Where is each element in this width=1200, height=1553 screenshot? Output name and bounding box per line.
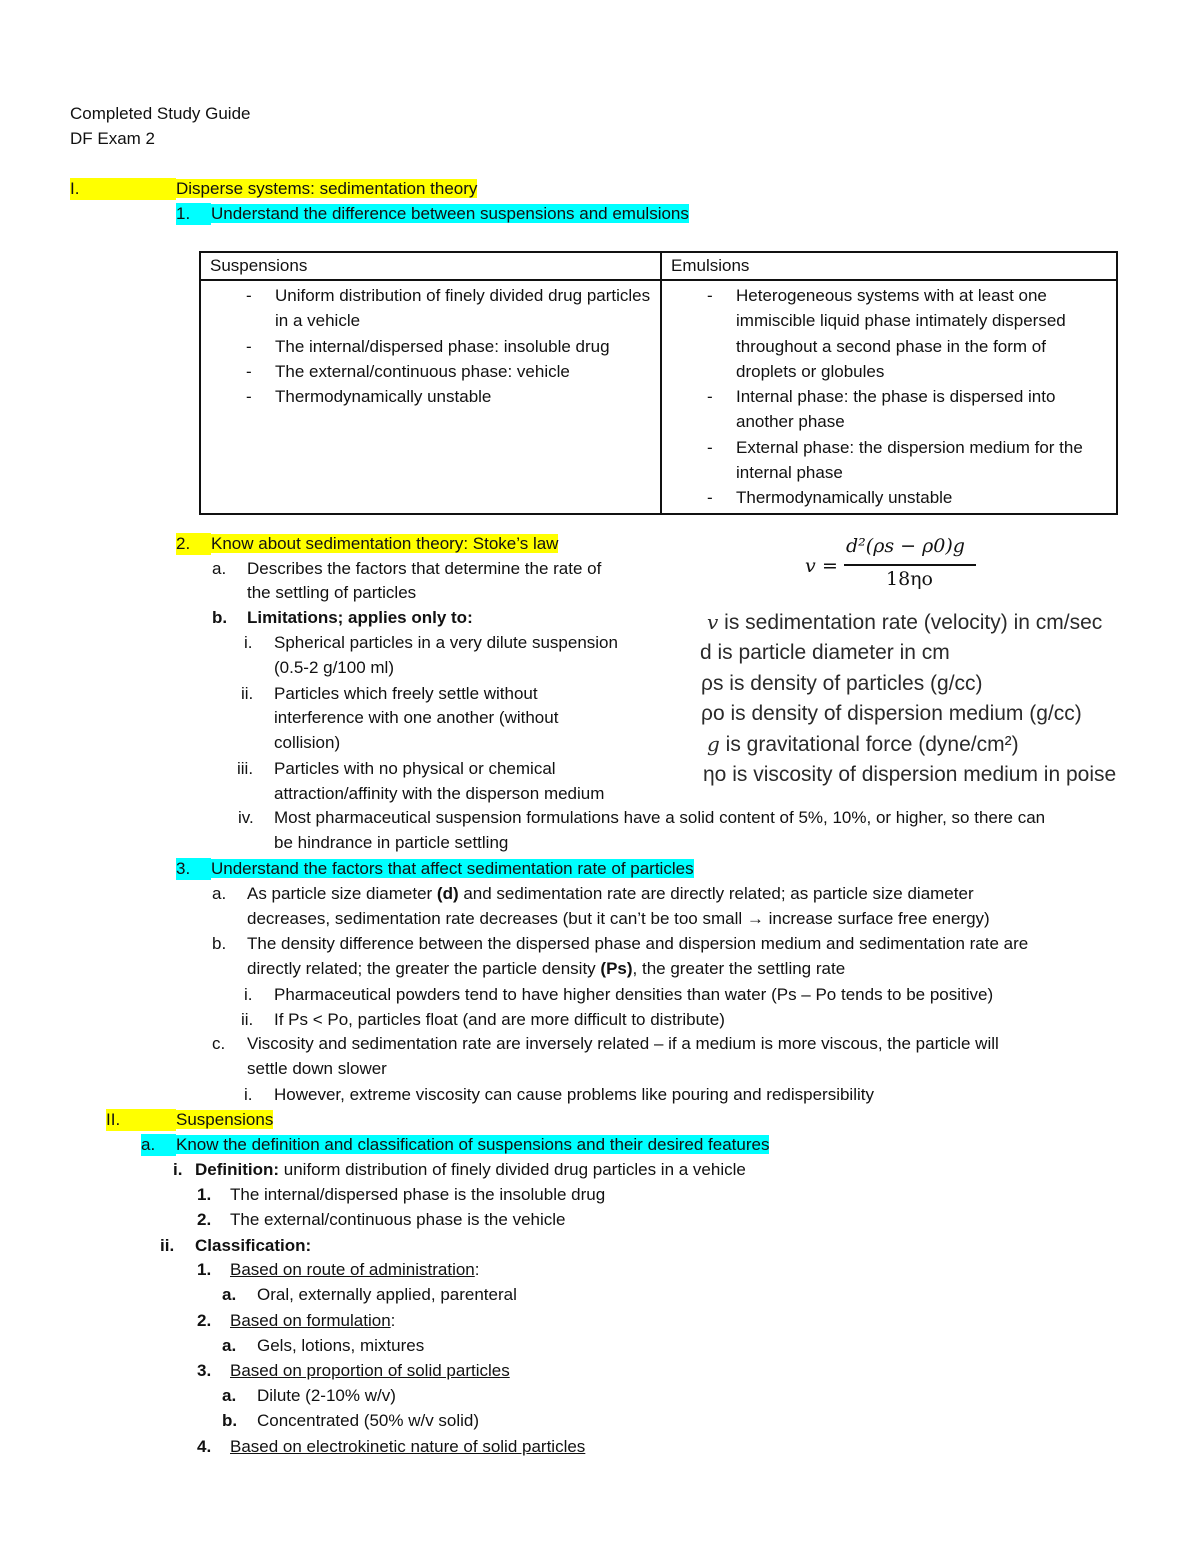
legend-text: is sedimentation rate (velocity) in cm/sec [718, 611, 1103, 634]
item-text: Know the definition and classification of suspensions and their desired features [176, 1135, 770, 1154]
list-item: - The internal/dispersed phase: insoluble drug [201, 334, 651, 359]
legend-line [701, 701, 1082, 727]
section-number: II. [106, 1109, 176, 1131]
item-2bii-number: ii. [241, 684, 254, 703]
item-2b-number: b. [212, 608, 228, 627]
item-3a-number: a. [212, 884, 227, 903]
def-item-number: 2. [197, 1210, 212, 1229]
classification-number: ii. [160, 1236, 175, 1255]
item-3b-line2 [247, 958, 845, 980]
def-item-number: 1. [197, 1185, 212, 1204]
item-3a-line2: decreases, sedimentation rate decreases (but it can’t be too small → increase surface free energy) [247, 909, 990, 928]
bold-symbol: (Ps) [600, 959, 633, 978]
class-subitem-text: Oral, externally applied, parenteral [257, 1285, 517, 1304]
item-2a-number: a. [212, 559, 227, 578]
class-item-heading [230, 1259, 480, 1281]
class-subitem-number: a. [222, 1386, 237, 1405]
class-subitem-number: a. [222, 1336, 237, 1355]
text-run: directly related; the greater the particle density [247, 959, 601, 978]
class-item-text: Based on proportion of solid particles [230, 1361, 510, 1380]
list-item: - The external/continuous phase: vehicle [201, 359, 651, 384]
def-item-text: The external/continuous phase is the vehicle [230, 1210, 566, 1229]
class-item-number: 3. [197, 1361, 212, 1380]
item-3a-line1 [247, 883, 974, 905]
suspensions-cell [200, 280, 661, 514]
class-item-text: Based on formulation [230, 1311, 391, 1330]
definition-line [195, 1159, 746, 1181]
item-3b-number: b. [212, 934, 227, 953]
class-item-text: Based on electrokinetic nature of solid particles [230, 1437, 586, 1456]
item-2a-line1: Describes the factors that determine the rate of [247, 559, 602, 578]
section-number: I. [70, 178, 176, 200]
section-title: Suspensions [176, 1110, 274, 1129]
item-3c-number: c. [212, 1034, 226, 1053]
item-2bi-number: i. [244, 633, 253, 652]
item-1 [176, 203, 689, 225]
item-text: Understand the difference between suspensions and emulsions [211, 204, 689, 223]
item-number: 1. [176, 203, 211, 225]
item-3bi-number: i. [244, 985, 253, 1004]
list-item: - Thermodynamically unstable [662, 485, 1107, 510]
item-3ci-text: However, extreme viscosity can cause problems like pouring and redispersibility [274, 1085, 874, 1104]
legend-text: d is particle diameter in cm [700, 641, 950, 664]
item-text: Know about sedimentation theory: Stoke’s law [211, 534, 559, 553]
item-2biii-line1: Particles with no physical or chemical [274, 759, 556, 778]
item-3bii-text: If Ps < Po, particles float (and are more difficult to distribute) [274, 1010, 725, 1029]
item-number: 2. [176, 533, 211, 555]
class-subitem-number: a. [222, 1285, 237, 1304]
formula-equals: = [822, 555, 838, 577]
item-number: 3. [176, 858, 211, 880]
section-heading-1 [70, 178, 477, 200]
class-subitem-text: Gels, lotions, mixtures [257, 1336, 425, 1355]
legend-line [700, 640, 950, 666]
item-2biii-number: iii. [237, 759, 254, 778]
class-subitem-number: b. [222, 1411, 238, 1430]
list-item: - Uniform distribution of finely divided drug particles in a vehicle [201, 283, 651, 334]
legend-symbol: g [707, 732, 720, 756]
section-heading-2 [106, 1109, 273, 1131]
class-item-number: 2. [197, 1311, 212, 1330]
formula-numerator: d²(ρs − ρ0)g [846, 535, 965, 557]
class-item-colon: : [390, 1311, 396, 1330]
class-subitem-text: Dilute (2-10% w/v) [257, 1386, 396, 1405]
class-item-colon: : [474, 1260, 480, 1279]
item-2bi-line1: Spherical particles in a very dilute suspension [274, 633, 618, 652]
legend-text: is density of dispersion medium (g/cc) [724, 702, 1082, 725]
item-text: Understand the factors that affect sedimentation rate of particles [211, 859, 694, 878]
item-2biii-line2: attraction/affinity with the disperson medium [274, 784, 605, 803]
definition-text: uniform distribution of finely divided drug particles in a vehicle [279, 1160, 746, 1179]
classification-label: Classification: [195, 1236, 312, 1255]
item-2biv-line1: Most pharmaceutical suspension formulations have a solid content of 5%, 10%, or higher, so there can [274, 808, 1046, 827]
list-item: - Heterogeneous systems with at least one immiscible liquid phase intimately dispersed throughout a second phase in the form of droplets or globules [662, 283, 1107, 384]
table-header-suspensions: Suspensions [200, 252, 661, 280]
text-run: As particle size diameter [247, 884, 437, 903]
class-item-number: 1. [197, 1260, 212, 1279]
legend-text: is gravitational force (dyne/cm²) [719, 733, 1019, 756]
legend-line [707, 609, 1102, 636]
item-2 [176, 533, 558, 555]
legend-text: is density of particles (g/cc) [723, 672, 983, 695]
doc-subtitle: DF Exam 2 [70, 129, 156, 148]
table-header-emulsions: Emulsions [661, 252, 1117, 280]
bold-symbol: (d) [436, 884, 459, 903]
comparison-table [199, 251, 1118, 515]
item-3c-line2: settle down slower [247, 1059, 387, 1078]
item-2b-text: Limitations; applies only to: [247, 608, 473, 627]
item-3bii-number: ii. [241, 1010, 254, 1029]
legend-line [703, 762, 1116, 788]
definition-number: i. [173, 1160, 183, 1179]
legend-symbol: ρs [701, 672, 724, 695]
legend-symbol: ηo [703, 763, 727, 786]
section-title: Disperse systems: sedimentation theory [176, 179, 478, 198]
item-2a-line2: the settling of particles [247, 583, 417, 602]
class-item-heading [230, 1310, 395, 1332]
item-2bii-line2: interference with one another (without [274, 708, 559, 727]
legend-symbol: v [707, 610, 719, 634]
class-item-text: Based on route of administration [230, 1260, 475, 1279]
item-2bii-line1: Particles which freely settle without [274, 684, 538, 703]
item-3c-line1: Viscosity and sedimentation rate are inversely related – if a medium is more viscous, the particle will [247, 1034, 999, 1053]
item-number: a. [141, 1134, 176, 1156]
doc-title: Completed Study Guide [70, 104, 251, 123]
text-run: , the greater the settling rate [632, 959, 846, 978]
fraction-bar [844, 564, 976, 566]
list-item: - Internal phase: the phase is dispersed into another phase [662, 384, 1107, 435]
definition-label: Definition: [195, 1160, 280, 1179]
list-item: - Thermodynamically unstable [201, 384, 651, 409]
item-2biv-line2: be hindrance in particle settling [274, 833, 509, 852]
def-item-text: The internal/dispersed phase is the insoluble drug [230, 1185, 606, 1204]
formula-lhs: v [805, 555, 816, 577]
emulsions-list [662, 283, 1107, 511]
emulsions-cell [661, 280, 1117, 514]
legend-line [701, 671, 983, 697]
item-3b-line1: The density difference between the dispersed phase and dispersion medium and sedimentation rate are [247, 934, 1029, 953]
item-3 [176, 858, 694, 880]
item-2a-heading [141, 1134, 769, 1156]
suspensions-list [201, 283, 651, 409]
item-2biv-number: iv. [238, 808, 254, 827]
item-3bi-text: Pharmaceutical powders tend to have higher densities than water (Ps – Po tends to be positive) [274, 985, 994, 1004]
class-item-number: 4. [197, 1437, 212, 1456]
formula-denominator: 18ηo [886, 568, 933, 590]
item-2bi-line2: (0.5-2 g/100 ml) [274, 658, 394, 677]
item-2bii-line3: collision) [274, 733, 341, 752]
class-subitem-text: Concentrated (50% w/v solid) [257, 1411, 480, 1430]
legend-symbol: ρo [701, 702, 725, 725]
legend-line [707, 731, 1019, 758]
item-3ci-number: i. [244, 1085, 253, 1104]
legend-text: is viscosity of dispersion medium in poise [726, 763, 1117, 786]
list-item: - External phase: the dispersion medium for the internal phase [662, 435, 1107, 486]
text-run: and sedimentation rate are directly related; as particle size diameter [458, 884, 974, 903]
